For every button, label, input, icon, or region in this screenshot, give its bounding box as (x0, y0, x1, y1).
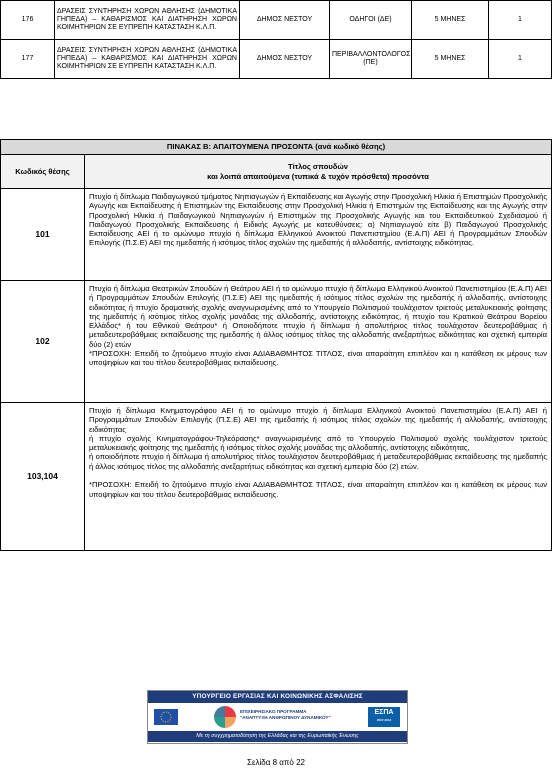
eu-flag-logo (154, 709, 178, 725)
qualifications-cell (85, 281, 552, 403)
column-header-title (85, 155, 552, 189)
program-name (240, 709, 331, 721)
logos-strip (148, 703, 407, 731)
table-row (1, 1, 552, 40)
table-title: ΠΙΝΑΚΑΣ Β: ΑΠΑΙΤΟΥΜΕΝΑ ΠΡΟΣΟΝΤΑ (ανά κωδικό θέσης) (1, 140, 552, 155)
column-header-title-line1: Τίτλος σπουδών (287, 162, 349, 172)
footer-banner (147, 690, 408, 744)
position-count: 1 (489, 40, 552, 79)
table-row (1, 189, 552, 281)
espa-logo (368, 707, 400, 727)
qualifications-cell (85, 189, 552, 281)
qualifications-cell (85, 403, 552, 551)
row-number: 177 (1, 40, 55, 79)
table-row (1, 403, 552, 551)
position-count: 1 (489, 1, 552, 40)
page-number: Σελίδα 8 από 22 (247, 758, 305, 767)
specialty: ΠΕΡΙΒΑΛΛΟΝΤΟΛΟΓΟΣ (ΠΕ) (330, 40, 412, 79)
positions-table (0, 0, 552, 79)
espa-period: 2007-2013 (376, 718, 392, 722)
action-description: ΔΡΑΣΕΙΣ ΣΥΝΤΗΡΗΣΗ ΧΩΡΩΝ ΑΘΛΗΣΗΣ (ΔΗΜΟΤΙΚΑ ΓΗΠΕΔΑ) – ΚΑΘΑΡΙΣΜΟΣ ΚΑΙ ΔΙΑΤΗΡΗΣΗ ΧΩΡΩΝ ΚΟΙΜΗΤΗΡΙΩΝ ΣΕ ΕΥΠΡΕΠΗ ΚΑΤΑΣΤΑΣΗ Κ.Λ.Π. (55, 40, 240, 79)
position-code: 102 (1, 281, 85, 403)
qualifications-text: Πτυχίο ή δίπλωμα Παιδαγωγικού τμήματος Νηπιαγωγών ή Εκπαίδευσης και Αγωγής στην Προσχολική Ηλικία ή Επιστημών Προσχολικής Αγωγής και Εκπαίδευσης ή Επιστημών της Εκπαίδευσης στην Προσχολική Ηλικία ή Επιστημών της Εκπαίδευσης και της Αγωγής στην Προσχολική Ηλικία ή Παιδαγωγικού Νηπιαγωγών ή Επιστημών της Προσχολικής Αγωγής και του Εκπαιδευτικού Σχεδιασμού ή Παιδαγωγού Προσχολικής Εκπαίδευσης ή Ειδικής Αγωγής με κατευθύνσεις: α) Νηπιαγωγού είτε β) Παιδαγωγού Προσχολικής Εκπαίδευσης ΑΕΙ ή το ομώνυμο πτυχίο ή δίπλωμα Ελληνικού Ανοικτού Πανεπιστημίου (Ε.Α.Π) ΑΕΙ ή Προγραμμάτων Σπουδών Επιλογής (Π.Σ.Ε) ΑΕΙ της ημεδαπής ή ισότιμος τίτλος σχολών της ημεδαπής ή αλλοδαπής, αντίστοιχης ειδικότητας. (89, 192, 548, 248)
program-name-line2: "ΑΝΑΠΤΥΞΗ ΑΝΘΡΩΠΙΝΟΥ ΔΥΝΑΜΙΚΟΥ" (240, 715, 331, 720)
action-description: ΔΡΑΣΕΙΣ ΣΥΝΤΗΡΗΣΗ ΧΩΡΩΝ ΑΘΛΗΣΗΣ (ΔΗΜΟΤΙΚΑ ΓΗΠΕΔΑ) – ΚΑΘΑΡΙΣΜΟΣ ΚΑΙ ΔΙΑΤΗΡΗΣΗ ΧΩΡΩΝ ΚΟΙΜΗΤΗΡΙΩΝ ΣΕ ΕΥΠΡΕΠΗ ΚΑΤΑΣΤΑΣΗ Κ.Λ.Π. (55, 1, 240, 40)
table-header-row (1, 155, 552, 189)
cofinance-note: Με τη συγχρηματοδότηση της Ελλάδας και της Ευρωπαϊκής Ένωσης (148, 731, 407, 742)
column-header-code: Κωδικός θέσης (1, 155, 85, 189)
position-code: 103,104 (1, 403, 85, 551)
program-name-line1: ΕΠΙΧΕΙΡΗΣΙΑΚΟ ΠΡΟΓΡΑΜΜΑ (240, 709, 307, 714)
agency: ΔΗΜΟΣ ΝΕΣΤΟΥ (240, 1, 330, 40)
duration: 5 ΜΗΝΕΣ (412, 40, 489, 79)
qualifications-text: Πτυχίο ή δίπλωμα Θεατρικών Σπουδών ή Θεάτρου ΑΕΙ ή το ομώνυμο πτυχίο ή δίπλωμα Ελληνικού Ανοικτού Πανεπιστημίου (Ε.Α.Π) ΑΕΙ ή Προγραμμάτων Σπουδών Επιλογής (Π.Σ.Ε) ΑΕΙ της ημεδαπής ή ισότιμος τίτλος σχολών της ημεδαπής ή αλλοδαπής, αντίστοιχης ειδικότητας ή πτυχίο δραματικής σχολής αναγνωρισμένης από το Υπουργείο Πολιτισμού τουλάχιστον τριετούς μεταλυκειακής φοίτησης της ημεδαπής ή ισότιμος τίτλος σχολής μονάδας της αλλοδαπής, αντίστοιχης ειδικότητας, ή πτυχίο του Κρατικού Θεάτρου Βορείου Ελλάδος* ή του Εθνικού Θεάτρου* ή Οποιοδήποτε πτυχίο ή δίπλωμα ή απολυτήριος τίτλος τουλάχιστον δευτεροβάθμιας ή μεταδευτεροβάθμιας εκπαίδευσης της ημεδαπής ή άλλος ισότιμος τίτλος της αλλοδαπής ανεξαρτήτως ειδικότητας και σχετική εμπειρία δύο (2) ετών *ΠΡΟΣΟΧΗ: Επειδή το ζητούμενο πτυχίο είναι ΑΔΙΑΒΑΘΜΗΤΟΣ ΤΙΤΛΟΣ, είναι απαραίτητη επιπλέον και η κατάθεση εκ μέρους των υποψηφίων και του τίτλου δευτεροβάθμιας εκπαίδευσης. (89, 284, 548, 368)
column-header-title-line2: και λοιπά απαιτούμενα (τυπικά & τυχόν πρόσθετα) προσόντα (207, 171, 429, 181)
ministry-title: ΥΠΟΥΡΓΕΙΟ ΕΡΓΑΣΙΑΣ ΚΑΙ ΚΟΙΝΩΝΙΚΗΣ ΑΣΦΑΛΙΣΗΣ (148, 691, 407, 703)
qualifications-text: Πτυχίο ή δίπλωμα Κινηματογράφου ΑΕΙ ή το ομώνυμο πτυχίο ή δίπλωμα Ελληνικού Ανοικτού Πανεπιστημίου (Ε.Α.Π) ΑΕΙ ή Προγραμμάτων Σπουδών Επιλογής (Π.Σ.Ε) ΑΕΙ της ημεδαπής ή ισότιμος τίτλος σχολών της ημεδαπής ή αλλοδαπής, αντίστοιχης ειδικότητας ή πτυχίο σχολής Κινηματογράφου-Τηλεόρασης* αναγνωρισμένης από το Υπουργείο Πολιτισμού σχολής τουλάχιστον τριετούς μεταλυκειακής φοίτησης της ημεδαπής ή ισότιμος τίτλος σχολής μονάδας της αλλοδαπής, αντίστοιχης ειδικότητας, ή οποιοδήποτε πτυχίο ή δίπλωμα ή απολυτήριος τίτλος τουλάχιστον δευτεροβάθμιας ή μεταδευτεροβάθμιας εκπαίδευσης της ημεδαπής ή άλλος ισότιμος τίτλος της αλλοδαπής ανεξαρτήτως ειδικότητας και σχετική εμπειρία δύο (2) ετών. *ΠΡΟΣΟΧΗ: Επειδή το ζητούμενο πτυχίο είναι ΑΔΙΑΒΑΘΜΗΤΟΣ ΤΙΤΛΟΣ, είναι απαραίτητη επιπλέον και η κατάθεση εκ μέρους των υποψηφίων και του τίτλου δευτεροβάθμιας εκπαίδευσης. (89, 406, 548, 499)
agency: ΔΗΜΟΣ ΝΕΣΤΟΥ (240, 40, 330, 79)
duration: 5 ΜΗΝΕΣ (412, 1, 489, 40)
requirements-table (0, 139, 552, 551)
table-row (1, 40, 552, 79)
espa-label: ΕΣΠΑ (374, 709, 394, 716)
position-code: 101 (1, 189, 85, 281)
table-row (1, 281, 552, 403)
specialty: ΟΔΗΓΟΙ (ΔΕ) (330, 1, 412, 40)
table-title-row (1, 140, 552, 155)
program-logo (214, 706, 236, 728)
row-number: 176 (1, 1, 55, 40)
